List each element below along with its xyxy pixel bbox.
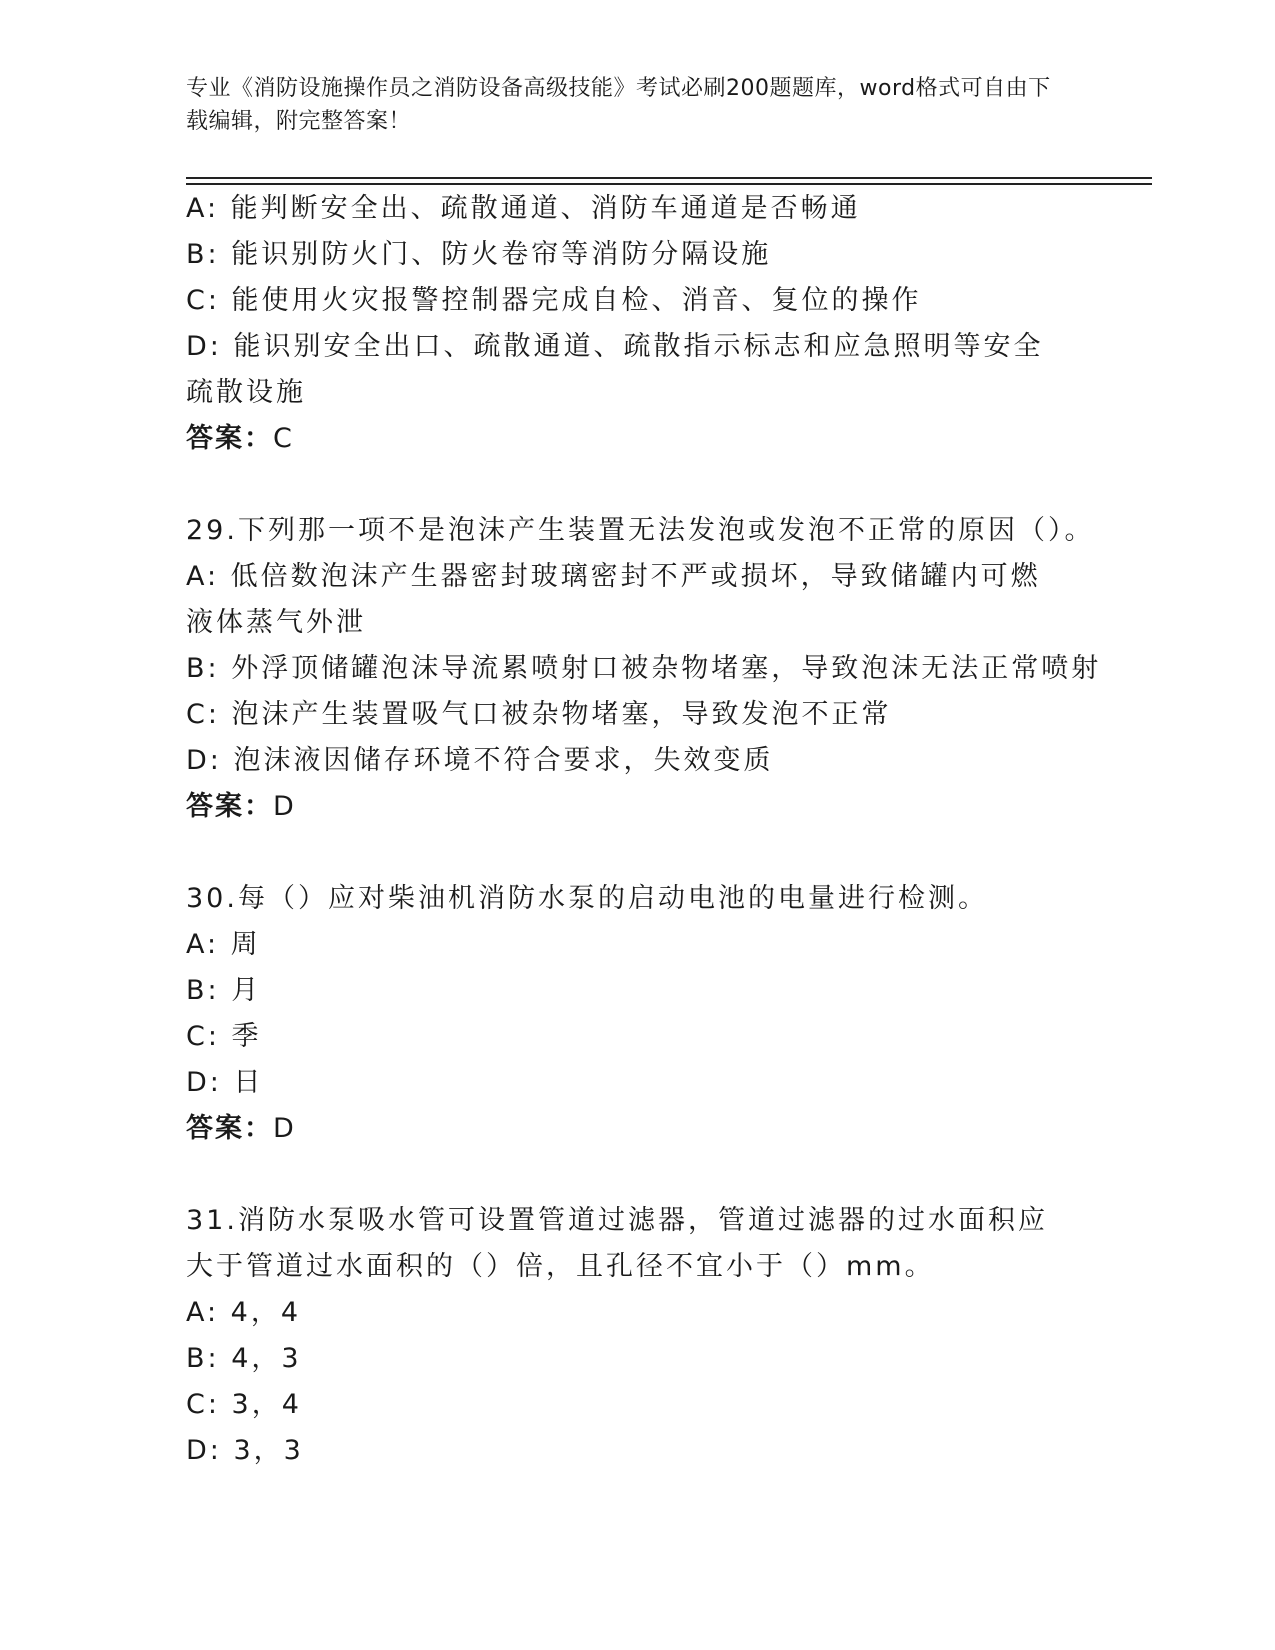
q31-stem: 31.消防水泵吸水管可设置管道过滤器，管道过滤器的过水面积应大于管道过水面积的（）倍，且孔径不宜小于（）mm。 (186, 1205, 1048, 1282)
q28-answer-value: C (273, 423, 294, 454)
question-spacer (186, 1152, 1066, 1198)
question-spacer (186, 830, 1066, 876)
header-rule-top (186, 177, 1152, 179)
question-30 (186, 876, 1066, 1152)
q31-option-a: A: 4，4 (186, 1297, 302, 1328)
q30-answer-label: 答案： (186, 1113, 273, 1144)
q29-stem: 29.下列那一项不是泡沫产生装置无法发泡或发泡不正常的原因（）。 (186, 515, 1095, 546)
q29-option-b: B: 外浮顶储罐泡沫导流累喷射口被杂物堵塞，导致泡沫无法正常喷射 (186, 653, 1102, 684)
question-29 (186, 508, 1102, 830)
q30-answer-value: D (273, 1113, 296, 1144)
q29-answer-value: D (273, 791, 296, 822)
q28-answer-label: 答案： (186, 423, 273, 454)
q31-option-d: D: 3，3 (186, 1435, 304, 1466)
q29-option-d: D: 泡沫液因储存环境不符合要求，失效变质 (186, 745, 774, 776)
header-rule-bottom (186, 183, 1152, 185)
q28-answer (186, 416, 1066, 462)
document-header (186, 72, 1066, 138)
q30-option-b: B: 月 (186, 975, 262, 1006)
q30-answer (186, 1106, 1066, 1152)
question-28 (186, 186, 1066, 462)
q28-option-b: B: 能识别防火门、防火卷帘等消防分隔设施 (186, 239, 772, 270)
header-intro-text: 专业《消防设施操作员之消防设备高级技能》考试必刷200题题库，word格式可自由下载编辑，附完整答案！ (186, 76, 1051, 134)
q29-option-a: A: 低倍数泡沫产生器密封玻璃密封不严或损坏，导致储罐内可燃液体蒸气外泄 (186, 561, 1041, 638)
q28-option-a: A: 能判断安全出、疏散通道、消防车通道是否畅通 (186, 193, 861, 224)
q30-option-d: D: 日 (186, 1067, 264, 1098)
q29-answer (186, 784, 1066, 830)
q31-option-c: C: 3，4 (186, 1389, 302, 1420)
q29-answer-label: 答案： (186, 791, 273, 822)
q31-option-b: B: 4，3 (186, 1343, 302, 1374)
question-spacer (186, 462, 1066, 508)
q30-stem: 30.每（）应对柴油机消防水泵的启动电池的电量进行检测。 (186, 883, 988, 914)
question-31 (186, 1198, 1066, 1474)
q29-option-c: C: 泡沫产生装置吸气口被杂物堵塞，导致发泡不正常 (186, 699, 892, 730)
q30-option-c: C: 季 (186, 1021, 262, 1052)
q28-option-d: D: 能识别安全出口、疏散通道、疏散指示标志和应急照明等安全疏散设施 (186, 331, 1044, 408)
q28-option-c: C: 能使用火灾报警控制器完成自检、消音、复位的操作 (186, 285, 922, 316)
question-list (186, 186, 1102, 1474)
q30-option-a: A: 周 (186, 929, 261, 960)
